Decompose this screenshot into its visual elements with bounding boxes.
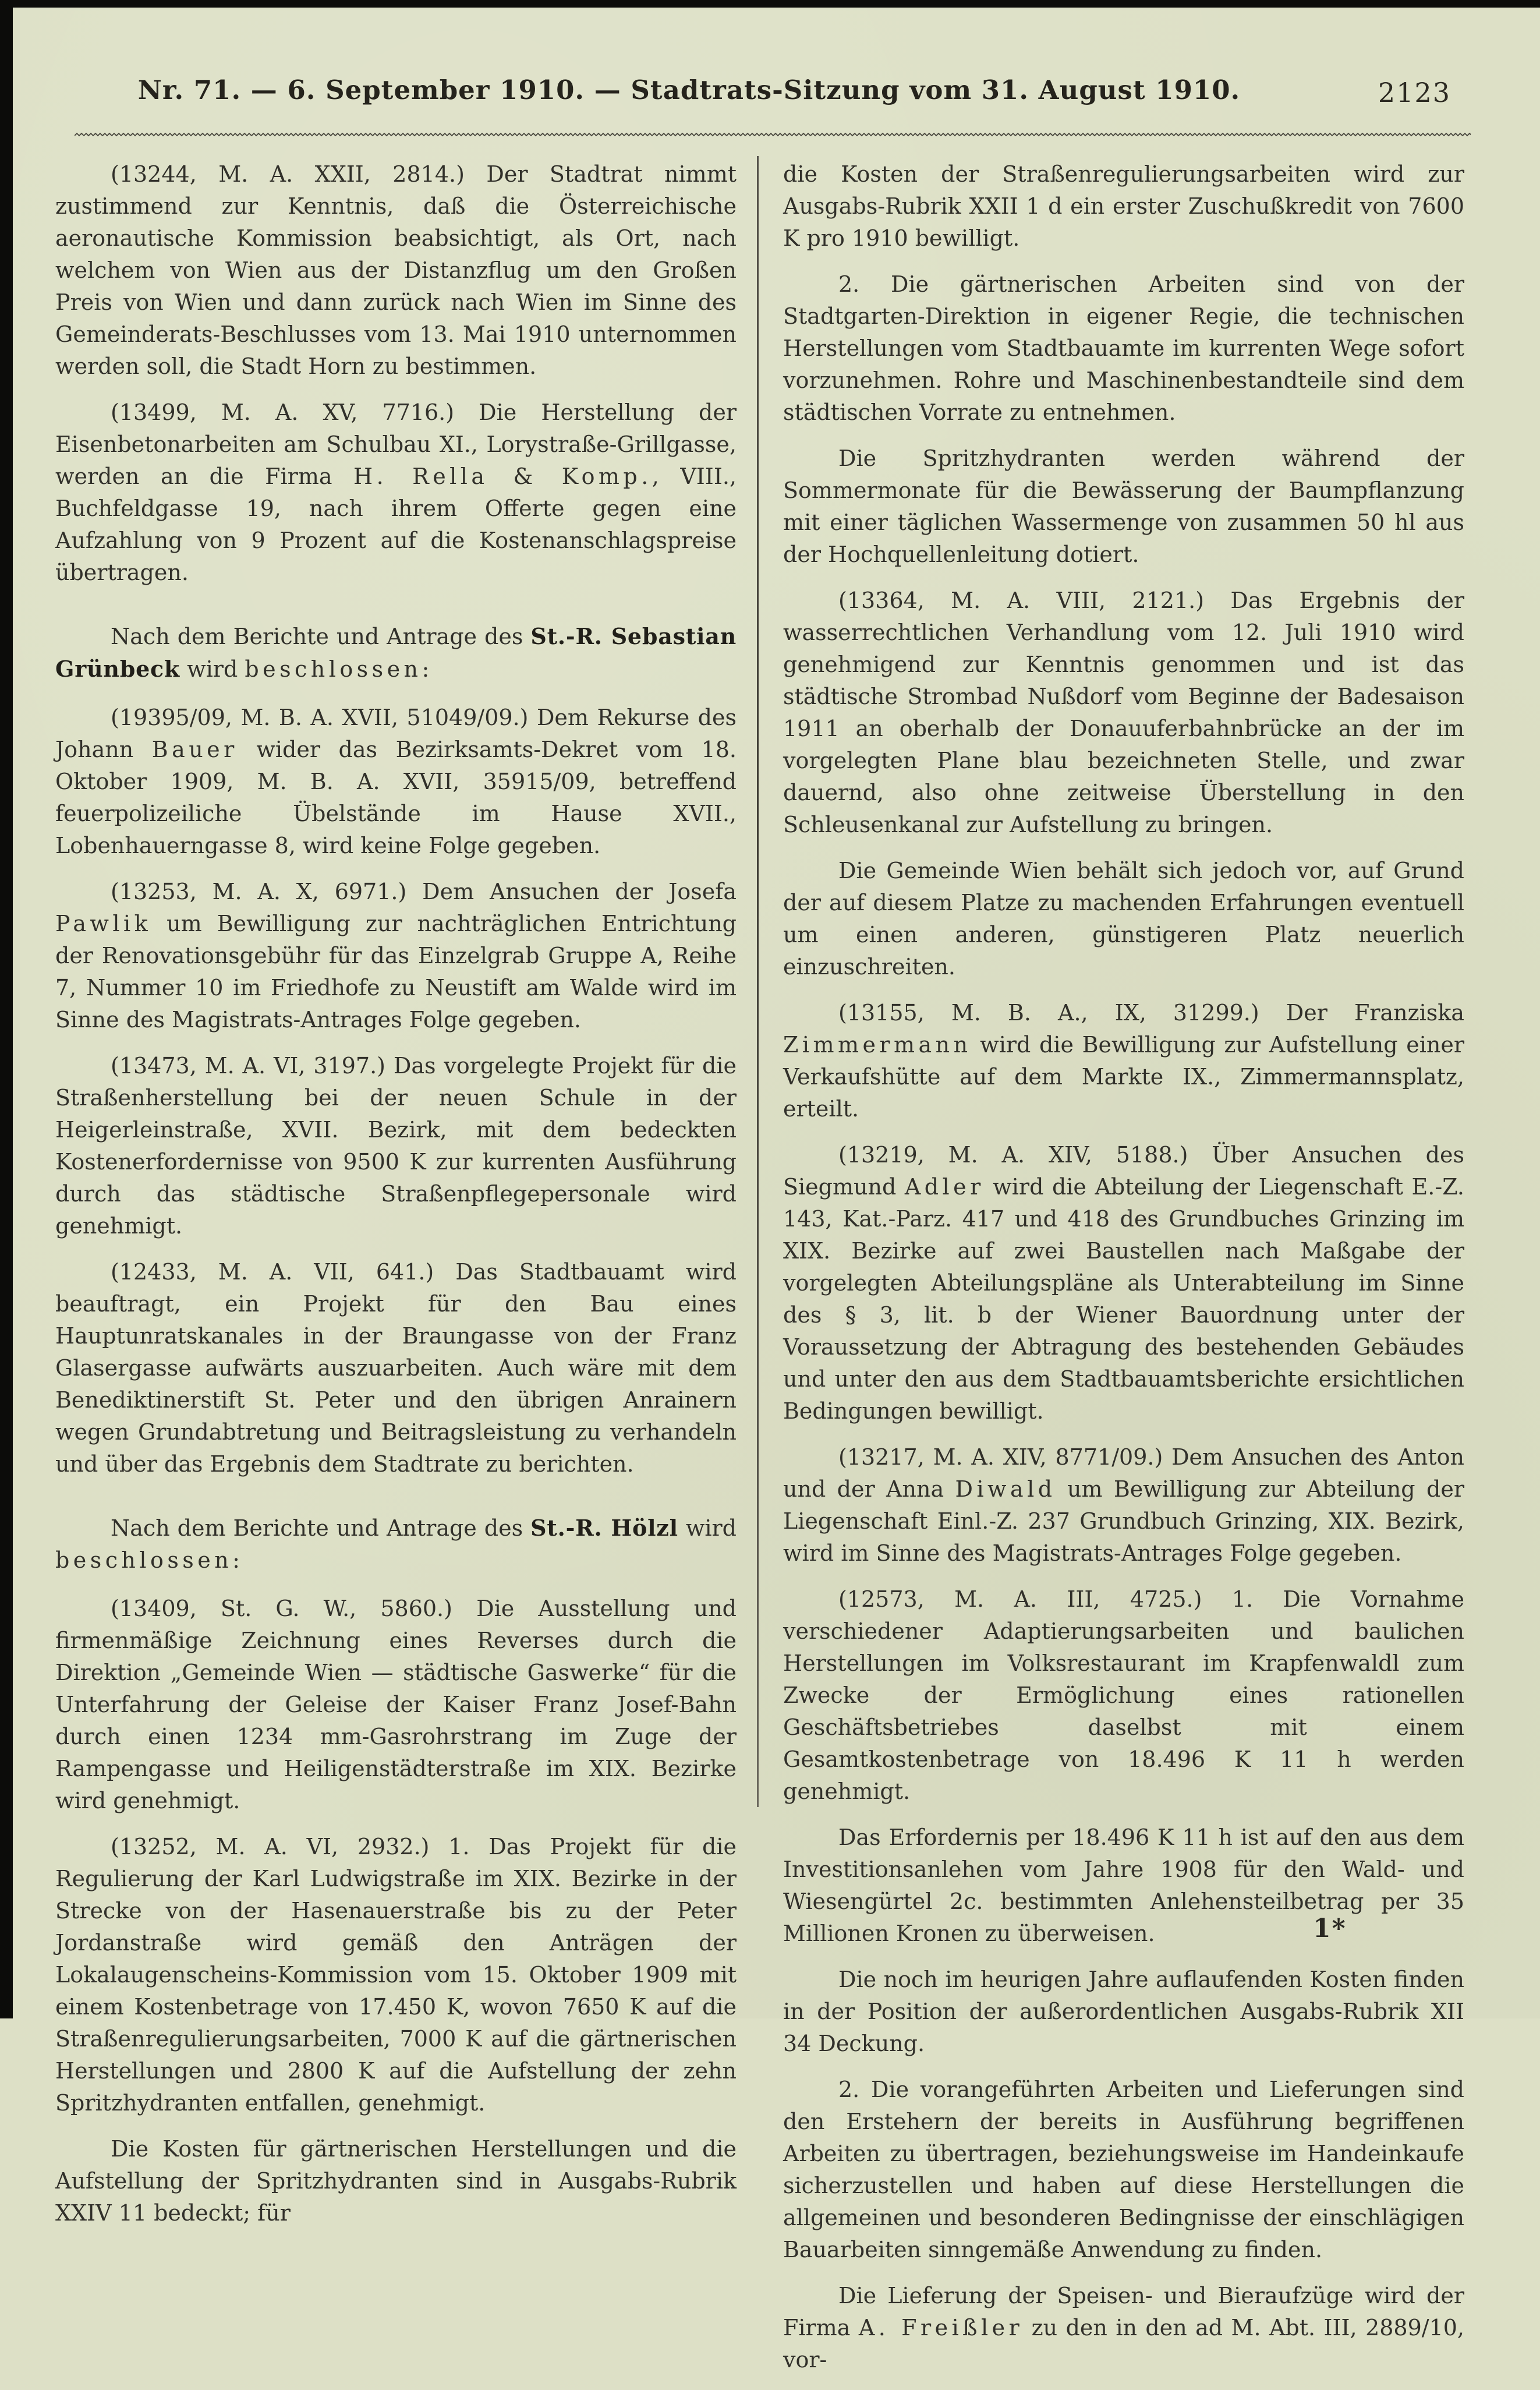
text-run: (19395/09, M. B. A. XVII, 51049/09.) Dem Rekurse des Johann bbox=[55, 705, 737, 762]
text-run: wird bbox=[678, 1515, 737, 1541]
text-run: zu den in den ad M. Abt. III, 2889/10, vor- bbox=[783, 2315, 1465, 2373]
text-run: (13253, M. A. X, 6971.) Dem Ansuchen der Josefa bbox=[111, 879, 737, 904]
bold-name: St.-R. Sebastian Grünbeck bbox=[55, 623, 737, 682]
paragraph bbox=[783, 443, 1464, 571]
text-run: Die noch im heurigen Jahre auflaufenden Kosten finden in der Position der außerordentlichen Ausgabs-Rubrik XII 34 Deckung. bbox=[783, 1967, 1464, 2056]
text-run: die Kosten der Straßenregulierungsarbeiten wird zur Ausgabs-Rubrik XXII 1 d ein erster Zuschußkredit von 7600 K pro 1910 bewilligt. bbox=[783, 161, 1464, 251]
page-header bbox=[13, 75, 1540, 115]
text-run: (13499, M. A. XV, 7716.) Die Herstellung der Eisenbetonarbeiten am Schulbau XI., Lorystraße-Grillgasse, werden an die Firma bbox=[55, 399, 737, 489]
paragraph bbox=[783, 1441, 1464, 1569]
spaced-name: Zimmermann bbox=[783, 1032, 972, 1058]
spaced-name: beschlossen: bbox=[55, 1547, 244, 1573]
text-run: (13409, St. G. W., 5860.) Die Ausstellung und firmenmäßige Zeichnung eines Reverses durch die Direktion „Gemeinde Wien — städtische Gaswerke“ für die Unterfahrung der Geleise der Kaiser Franz Josef-Bahn durch einen 1234 mm-Gasrohrstrang im Zuge der Rampengasse und Heiligenstädterstraße im XIX. Bezirke wird genehmigt. bbox=[55, 1596, 737, 1813]
text-run: wider das Bezirksamts-Dekret vom 18. Oktober 1909, M. B. A. XVII, 35915/09, betreffend feuerpolizeiliche Übelstände im Hause XVII., Lobenhauerngasse 8, wird keine Folge gegeben. bbox=[55, 737, 737, 858]
text-run: 2. Die gärtnerischen Arbeiten sind von der Stadtgarten-Direktion in eigener Regie, die technischen Herstellungen vom Stadtbauamte im kurrenten Wege sofort vorzunehmen. Rohre und Maschinenbestandteile sind dem städtischen Vorrate zu entnehmen. bbox=[783, 271, 1464, 425]
paragraph bbox=[55, 397, 737, 589]
wavy-rule bbox=[75, 130, 1471, 139]
text-run: , VIII., Buchfeldgasse 19, nach ihrem Offerte gegen eine Aufzahlung von 9 Prozent auf die Kostenanschlagspreise übertragen. bbox=[55, 464, 737, 585]
text-run: wird die Abteilung der Liegenschaft E.-Z. 143, Kat.-Parz. 417 und 418 des Grundbuches Grinzing im XIX. Bezirke auf zwei Baustellen nach Maßgabe der vorgelegten Abteilungspläne als Unterabteilung im Sinne des § 3, lit. b der Wiener Bauordnung unter der Voraussetzung der Abtragung des bestehenden Gebäudes und unter den aus dem Stadtbauamtsberichte ersichtlichen Bedingungen bewilligt. bbox=[783, 1174, 1465, 1424]
text-run: 2. Die vorangeführten Arbeiten und Lieferungen sind den Erstehern der bereits in Ausführung begriffenen Arbeiten zu übertragen, beziehungsweise im Handeinkaufe sicherzustellen und haben auf diese Herstellungen die allgemeinen und besonderen Bedingnisse der einschlägigen Bauarbeiten sinngemäße Anwendung zu finden. bbox=[783, 2077, 1464, 2262]
spaced-name: beschlossen: bbox=[245, 656, 433, 682]
text-columns bbox=[55, 158, 1464, 2390]
page-header-title: Nr. 71. — 6. September 1910. — Stadtrats-Sitzung vom 31. August 1910. bbox=[137, 75, 1241, 105]
scan-edge-top bbox=[0, 0, 1540, 8]
scan-edge-left bbox=[0, 0, 13, 2018]
text-run: wird die Bewilligung zur Aufstellung einer Verkaufshütte auf dem Markte IX., Zimmermannsplatz, erteilt. bbox=[783, 1032, 1464, 1122]
paragraph bbox=[783, 1822, 1464, 1950]
text-run: Die Kosten für gärtnerischen Herstellungen und die Aufstellung der Spritzhydranten sind in Ausgabs-Rubrik XXIV 11 bedeckt; für bbox=[55, 2136, 737, 2226]
spaced-name: Diwald bbox=[955, 1476, 1056, 1502]
paragraph bbox=[55, 2133, 737, 2229]
text-run: Die Spritzhydranten werden während der Sommermonate für die Bewässerung der Baumpflanzung mit einer täglichen Wassermenge von zusammen 50 hl aus der Hochquellenleitung dotiert. bbox=[783, 446, 1464, 567]
text-run: Nach dem Berichte und Antrage des bbox=[111, 1515, 531, 1541]
paragraph bbox=[783, 1139, 1464, 1427]
text-run: (13244, M. A. XXII, 2814.) Der Stadtrat nimmt zustimmend zur Kenntnis, daß die Österreichische aeronautische Kommission beabsichtigt, als Ort, nach welchem von Wien aus der Distanzflug um den Großen Preis von Wien und dann zurück nach Wien im Sinne des Gemeinderats-Beschlusses vom 13. Mai 1910 unternommen werden soll, die Stadt Horn zu bestimmen. bbox=[55, 161, 737, 379]
paragraph bbox=[783, 585, 1464, 841]
paragraph bbox=[55, 1050, 737, 1242]
section-heading bbox=[55, 1512, 737, 1576]
bold-name: St.-R. Hölzl bbox=[530, 1515, 678, 1541]
spaced-name: Pawlik bbox=[55, 911, 152, 936]
section-heading bbox=[55, 620, 737, 685]
right-column bbox=[783, 158, 1464, 2390]
text-run: (12573, M. A. III, 4725.) 1. Die Vornahme verschiedener Adaptierungsarbeiten und baulichen Herstellungen im Volksrestaurant im Krapfenwaldl zum Zwecke der Ermöglichung eines rationellen Geschäftsbetriebes daselbst mit einem Gesamtkostenbetrage von 18.496 K 11 h werden genehmigt. bbox=[783, 1586, 1464, 1804]
text-run: (13473, M. A. VI, 3197.) Das vorgelegte Projekt für die Straßenherstellung bei der neuen Schule in der Heigerleinstraße, XVII. Bezirk, mit dem bedeckten Kostenerfordernisse von 9500 K zur kurrenten Ausführung durch das städtische Straßenpflegepersonale wird genehmigt. bbox=[55, 1053, 737, 1239]
text-run: wird bbox=[180, 656, 245, 682]
spaced-name: Adler bbox=[904, 1174, 985, 1200]
paragraph bbox=[783, 158, 1464, 254]
text-run: (13364, M. A. VIII, 2121.) Das Ergebnis der wasserrechtlichen Verhandlung vom 12. Juli 1910 wird genehmigend zur Kenntnis genommen und ist das städtische Strombad Nußdorf vom Beginne der Badesaison 1911 an oberhalb der Donauuferbahnbrücke an der im vorgelegten Plane blau bezeichneten Stelle, und zwar dauernd, also ohne zeitweise Überstellung in den Schleusenkanal zur Aufstellung zu bringen. bbox=[783, 588, 1464, 837]
page-number: 2123 bbox=[1378, 77, 1451, 108]
text-run: (13219, M. A. XIV, 5188.) Über Ansuchen des Siegmund bbox=[783, 1142, 1464, 1200]
paragraph bbox=[55, 1593, 737, 1817]
spaced-name: Bauer bbox=[151, 737, 238, 762]
text-run: (12433, M. A. VII, 641.) Das Stadtbauamt wird beauftragt, ein Projekt für den Bau eines Hauptunratskanales in der Braungasse von der Franz Glasergasse aufwärts auszuarbeiten. Auch wäre mit dem Benediktinerstift St. Peter und den übrigen Anrainern wegen Grundabtretung und Beitragsleistung zu verhandeln und über das Ergebnis dem Stadtrate zu berichten. bbox=[55, 1259, 737, 1477]
text-run: (13217, M. A. XIV, 8771/09.) Dem Ansuchen des Anton und der Anna bbox=[783, 1444, 1464, 1502]
text-run: um Bewilligung zur nachträglichen Entrichtung der Renovationsgebühr für das Einzelgrab Gruppe A, Reihe 7, Nummer 10 im Friedhofe zu Neustift am Walde wird im Sinne des Magistrats-Antrages Folge gegeben. bbox=[55, 911, 737, 1033]
spaced-name: H. Rella & Komp. bbox=[353, 464, 652, 489]
paragraph bbox=[55, 1831, 737, 2119]
text-run: Die Gemeinde Wien behält sich jedoch vor, auf Grund der auf diesem Platze zu machenden Erfahrungen eventuell um einen anderen, günstigeren Platz neuerlich einzuschreiten. bbox=[783, 858, 1464, 980]
text-run: Nach dem Berichte und Antrage des bbox=[111, 624, 531, 649]
text-run: Das Erfordernis per 18.496 K 11 h ist auf den aus dem Investitionsanlehen vom Jahre 1908 für den Wald- und Wiesengürtel 2c. bestimmten Anlehensteilbetrag per 35 Millionen Kronen zu überweisen. bbox=[783, 1825, 1464, 1946]
signature-mark: 1* bbox=[1313, 1914, 1347, 1943]
text-run: (13252, M. A. VI, 2932.) 1. Das Projekt für die Regulierung der Karl Ludwigstraße im XIX. Bezirke in der Strecke von der Hasenauerstraße bis zu der Peter Jordanstraße wird gemäß den Anträgen der Lokalaugenscheins-Kommission vom 15. Oktober 1909 mit einem Kostenbetrage von 17.450 K, wovon 7650 K auf die Straßenregulierungsarbeiten, 7000 K auf die gärtnerischen Herstellungen und 2800 K auf die Aufstellung der zehn Spritzhydranten entfallen, genehmigt. bbox=[55, 1834, 737, 2116]
paragraph bbox=[783, 1964, 1464, 2060]
paragraph bbox=[55, 1256, 737, 1480]
spaced-name: A. Freißler bbox=[858, 2315, 1024, 2340]
paragraph bbox=[55, 702, 737, 862]
paragraph bbox=[783, 1583, 1464, 1808]
text-run: (13155, M. B. A., IX, 31299.) Der Franziska bbox=[838, 1000, 1464, 1026]
paragraph bbox=[783, 2074, 1464, 2266]
text-run: um Bewilligung zur Abteilung der Liegenschaft Einl.-Z. 237 Grundbuch Grinzing, XIX. Bezirk, wird im Sinne des Magistrats-Antrages Folge gegeben. bbox=[783, 1476, 1464, 1566]
left-column bbox=[55, 158, 737, 2390]
paragraph bbox=[783, 2280, 1464, 2376]
paragraph bbox=[783, 855, 1464, 983]
text-run: Die Lieferung der Speisen- und Bieraufzüge wird der Firma bbox=[783, 2283, 1464, 2340]
paragraph bbox=[55, 876, 737, 1036]
paragraph bbox=[783, 997, 1464, 1125]
paragraph bbox=[55, 158, 737, 383]
paragraph bbox=[783, 268, 1464, 429]
